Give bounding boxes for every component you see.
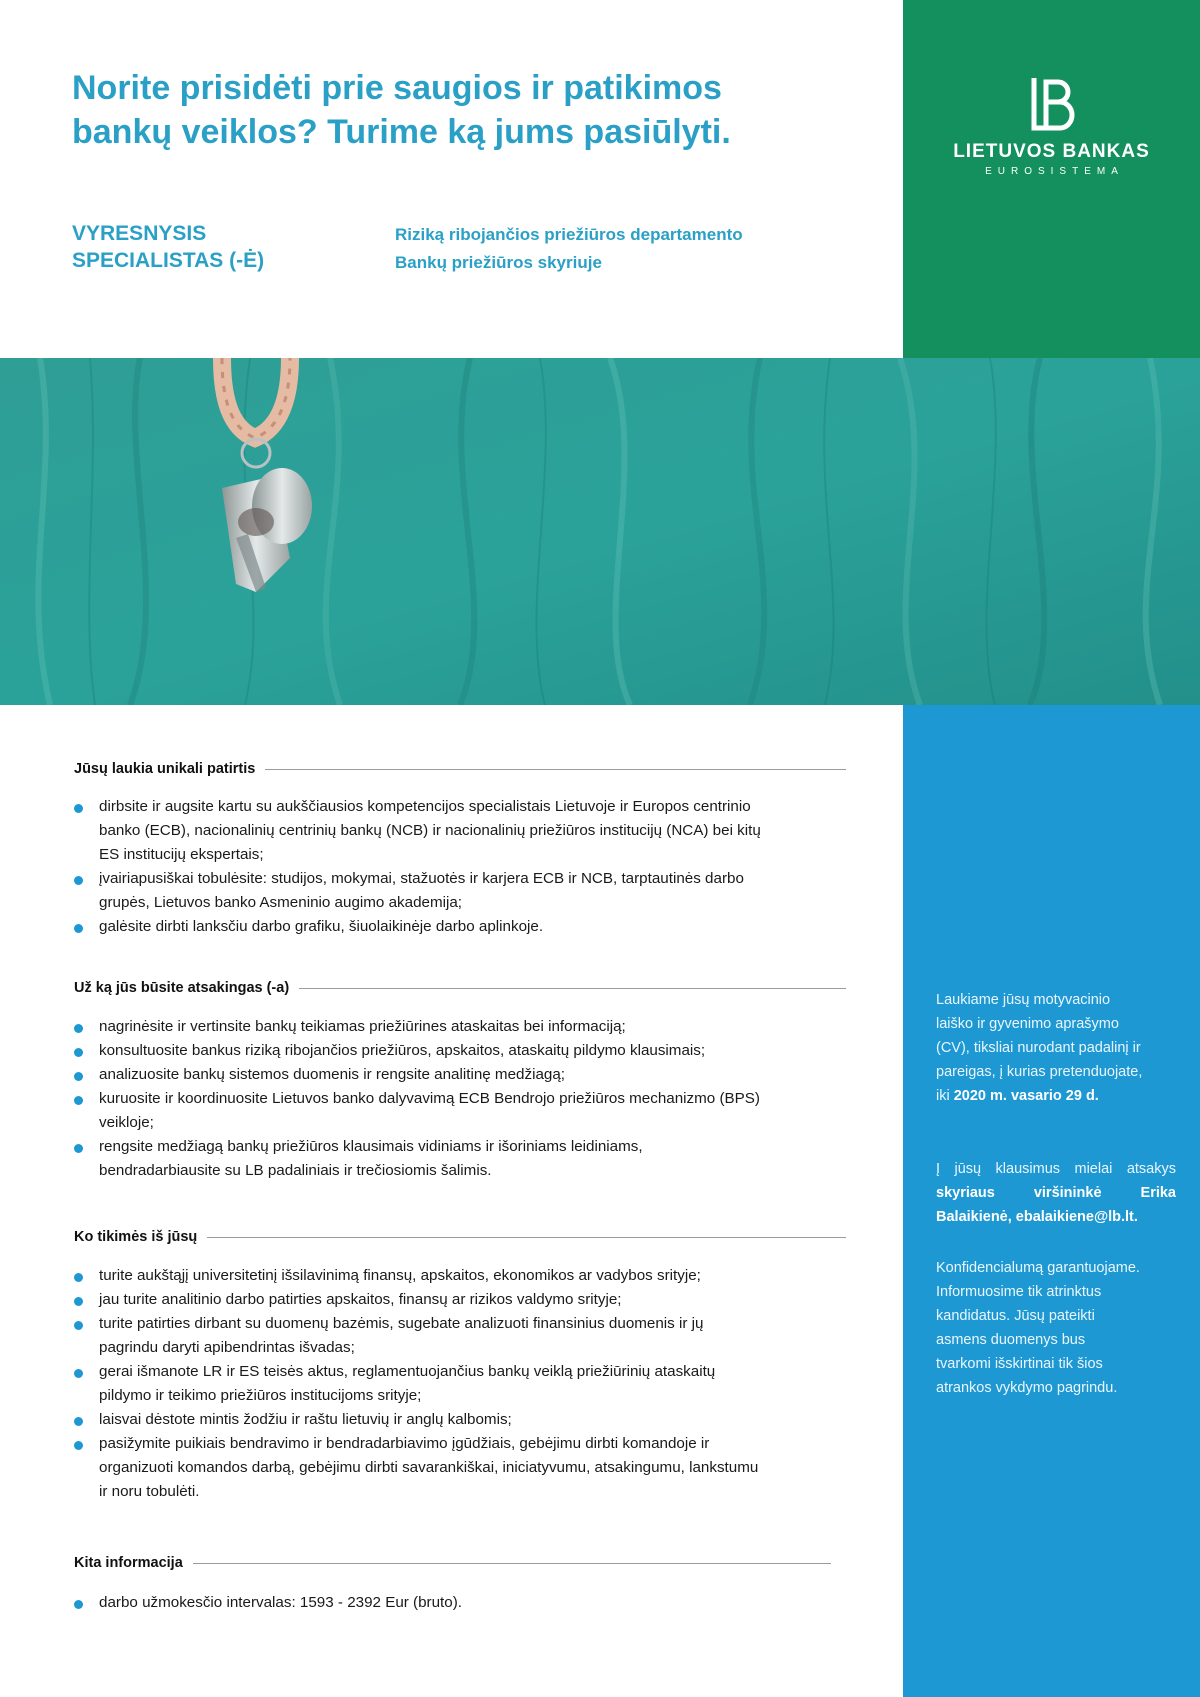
bullet-list [74, 1591, 831, 1615]
list-item [74, 1039, 846, 1063]
list-item-line: konsultuosite bankus riziką ribojančios priežiūros, apskaitos, ataskaitų pildymo klausimais; [99, 1042, 706, 1059]
section-experience [74, 761, 846, 939]
contact-text: Į jūsų klausimus mielai atsakys [936, 1161, 1176, 1177]
application-text: Laukiame jūsų motyvacinio [936, 992, 1111, 1008]
list-item-line: turite aukštąjį universitetinį išsilavinimą finansų, apskaitos, ekonomikos ar vadybos srityje; [99, 1267, 701, 1284]
headline [72, 66, 872, 154]
deadline-prefix: iki [936, 1088, 950, 1104]
bullet-list [74, 1015, 846, 1183]
list-item [74, 1312, 846, 1360]
deadline-line [936, 1084, 1176, 1108]
bullet-dot-icon [74, 1369, 83, 1378]
section-title: Kita informacija [74, 1555, 183, 1571]
bullet-dot-icon [74, 1144, 83, 1153]
list-item-line: bendradarbiausite su LB padaliniais ir trečiosiomis šalimis. [99, 1162, 492, 1179]
section-responsibilities [74, 980, 846, 1183]
bullet-dot-icon [74, 1273, 83, 1282]
list-item-line: gerai išmanote LR ir ES teisės aktus, reglamentuojančius bankų veiklą priežiūrinių ataskaitų [99, 1363, 716, 1380]
contact-info [936, 1157, 1176, 1229]
bullet-dot-icon [74, 1297, 83, 1306]
section-header [74, 1229, 846, 1245]
list-item [74, 1360, 846, 1408]
list-item-line: darbo užmokesčio intervalas: 1593 - 2392 Eur (bruto). [99, 1594, 463, 1611]
bullet-dot-icon [74, 1321, 83, 1330]
headline-line: Norite prisidėti prie saugios ir patikimos [72, 69, 722, 107]
brand-panel [903, 0, 1200, 358]
contact-name: skyriaus viršininkė Erika [936, 1185, 1176, 1201]
section-header [74, 980, 846, 996]
department-name [395, 221, 815, 277]
list-item-line: dirbsite ir augsite kartu su aukščiausios kompetencijos specialistais Lietuvoje ir Europos centrinio [99, 798, 751, 815]
application-info [936, 988, 1176, 1108]
section-title: Už ką jūs būsite atsakingas (-a) [74, 980, 290, 996]
list-item-line: laisvai dėstote mintis žodžiu ir raštu lietuvių ir anglų kalbomis; [99, 1411, 512, 1428]
section-title: Jūsų laukia unikali patirtis [74, 761, 256, 777]
section-requirements [74, 1229, 846, 1504]
list-item-line: turite patirties dirbant su duomenų bazėmis, sugebate analizuoti finansinius duomenis ir jų [99, 1315, 704, 1332]
hero-photo [0, 358, 1200, 705]
list-item-line: kuruosite ir koordinuosite Lietuvos banko dalyvavimą ECB Bendrojo priežiūros mechanizmo (BPS) [99, 1090, 760, 1107]
brand-subtitle: EUROSISTEMA [985, 166, 1124, 177]
privacy-text: Konfidencialumą garantuojame. [936, 1260, 1140, 1276]
headline-line: bankų veiklos? Turime ką jums pasiūlyti. [72, 113, 731, 151]
list-item-line: galėsite dirbti lanksčiu darbo grafiku, šiuolaikinėje darbo aplinkoje. [99, 918, 544, 935]
brand-name: LIETUVOS BANKAS [953, 141, 1150, 162]
application-text: (CV), tiksliai nurodant padalinį ir [936, 1040, 1141, 1056]
privacy-text: Informuosime tik atrinktus [936, 1284, 1102, 1300]
list-item [74, 1264, 846, 1288]
contact-email-link[interactable]: Balaikienė, ebalaikiene@lb.lt. [936, 1209, 1138, 1225]
section-title: Ko tikimės iš jūsų [74, 1229, 198, 1245]
list-item-line: grupės, Lietuvos banko Asmeninio augimo akademija; [99, 894, 463, 911]
bullet-dot-icon [74, 1072, 83, 1081]
list-item-line: rengsite medžiagą bankų priežiūros klausimais vidiniams ir išoriniams leidiniams, [99, 1138, 643, 1155]
list-item [74, 1408, 846, 1432]
section-header [74, 761, 846, 777]
whistle-photo [0, 358, 1200, 705]
list-item-line: ir noru tobulėti. [99, 1483, 200, 1500]
privacy-text: tvarkomi išskirtinai tik šios [936, 1356, 1103, 1372]
section-other-info [74, 1555, 831, 1615]
application-text: laiško ir gyvenimo aprašymo [936, 1016, 1119, 1032]
section-divider [207, 1237, 846, 1238]
lb-monogram-icon [1028, 76, 1076, 132]
bullet-dot-icon [74, 1600, 83, 1609]
list-item [74, 1015, 846, 1039]
bullet-dot-icon [74, 1048, 83, 1057]
bullet-dot-icon [74, 876, 83, 885]
bullet-dot-icon [74, 1441, 83, 1450]
list-item-line: pasižymite puikiais bendravimo ir bendradarbiavimo įgūdžiais, gebėjimu dirbti komandoje ir [99, 1435, 710, 1452]
bullet-list [74, 795, 846, 939]
privacy-note [936, 1256, 1176, 1400]
list-item [74, 1087, 846, 1135]
bullet-list [74, 1264, 846, 1504]
bullet-dot-icon [74, 1417, 83, 1426]
section-divider [299, 988, 846, 989]
privacy-text: atrankos vykdymo pagrindu. [936, 1380, 1118, 1396]
contact-email-line [936, 1205, 1176, 1229]
bullet-dot-icon [74, 1096, 83, 1105]
list-item [74, 1591, 831, 1615]
position-title-line: SPECIALISTAS (-Ė) [72, 249, 265, 272]
list-item [74, 1135, 846, 1183]
list-item-line: analizuosite bankų sistemos duomenis ir rengsite analitinę medžiagą; [99, 1066, 566, 1083]
section-divider [265, 769, 846, 770]
list-item [74, 867, 846, 915]
list-item-line: jau turite analitinio darbo patirties apskaitos, finansų ar rizikos valdymo srityje; [99, 1291, 622, 1308]
contact-sidebar [903, 705, 1200, 1697]
list-item-line: nagrinėsite ir vertinsite bankų teikiamas priežiūrines ataskaitas bei informaciją; [99, 1018, 626, 1035]
bullet-dot-icon [74, 804, 83, 813]
department-line: Bankų priežiūros skyriuje [395, 253, 602, 272]
list-item-line: pagrindu daryti apibendrintas išvadas; [99, 1339, 355, 1356]
list-item [74, 1063, 846, 1087]
list-item [74, 915, 846, 939]
section-divider [193, 1563, 831, 1564]
privacy-text: asmens duomenys bus [936, 1332, 1086, 1348]
list-item-line: pildymo ir teikimo priežiūros institucijoms srityje; [99, 1387, 422, 1404]
department-line: Riziką ribojančios priežiūros departamento [395, 225, 743, 244]
list-item-line: veikloje; [99, 1114, 154, 1131]
position-title-line: VYRESNYSIS [72, 222, 207, 245]
bullet-dot-icon [74, 1024, 83, 1033]
list-item-line: banko (ECB), nacionalinių centrinių bankų (NCB) ir nacionalinių priežiūros institucijų (NCA) bei kitų [99, 822, 761, 839]
application-text: pareigas, į kurias pretenduojate, [936, 1064, 1143, 1080]
contact-person [936, 1181, 1176, 1205]
list-item [74, 1432, 846, 1504]
list-item-line: organizuoti komandos darbą, gebėjimu dirbti savarankiškai, iniciatyvumu, atsakingumu, lankstumu [99, 1459, 759, 1476]
list-item-line: įvairiapusiškai tobulėsite: studijos, mokymai, stažuotės ir karjera ECB ir NCB, tarptautinės darbo [99, 870, 744, 887]
list-item-line: ES institucijų ekspertais; [99, 846, 264, 863]
list-item [74, 795, 846, 867]
position-title [72, 220, 372, 274]
privacy-text: kandidatus. Jūsų pateikti [936, 1308, 1095, 1324]
section-header [74, 1555, 831, 1571]
application-deadline: 2020 m. vasario 29 d. [953, 1088, 1099, 1104]
list-item [74, 1288, 846, 1312]
bullet-dot-icon [74, 924, 83, 933]
